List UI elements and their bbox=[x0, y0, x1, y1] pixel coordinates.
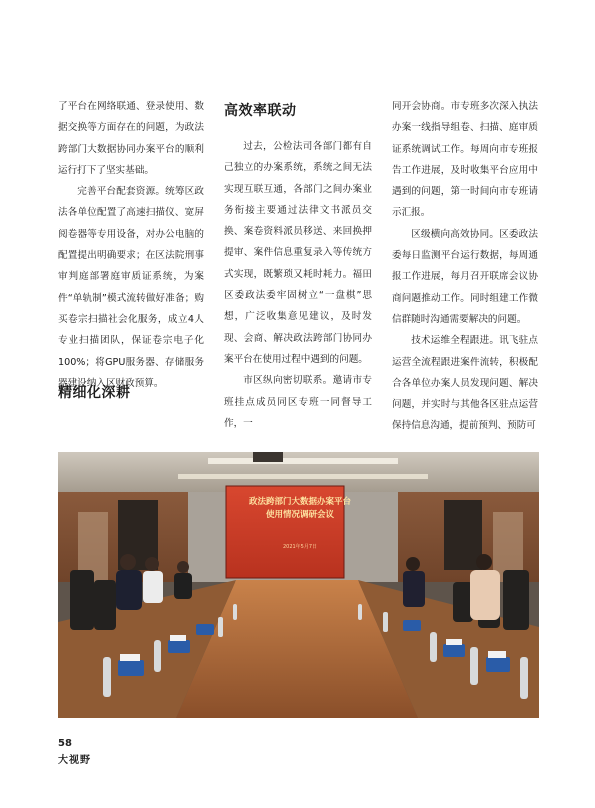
meeting-room-illustration bbox=[58, 452, 539, 718]
section-heading-efficient: 高效率联动 bbox=[224, 103, 297, 119]
column2-para2: 市区纵向密切联系。邀请市专班挂点成员同区专班一同督导工作，一 bbox=[224, 375, 372, 429]
banner-title bbox=[232, 496, 368, 522]
text-column-1 bbox=[58, 96, 204, 394]
column3-para3: 技术运维全程跟进。讯飞驻点运营全流程跟进案件流转，积极配合各单位办案人员发现问题、解决问题，并实时与其他各区驻点运营保持信息沟通，提前预判、预防可 bbox=[392, 335, 538, 432]
magazine-name: 大视野 bbox=[58, 755, 91, 766]
page-number: 58 bbox=[58, 738, 72, 749]
banner-line-2: 使用情况调研会议 bbox=[265, 510, 334, 520]
banner-line-1: 政法跨部门大数据办案平台 bbox=[248, 497, 351, 507]
text-column-3 bbox=[392, 96, 538, 437]
column1-para2: 完善平台配套资源。统筹区政法各单位配置了高速扫描仪、宽屏阅卷器等专用设备，对办公电脑的配置提出明确要求；在区法院刑事审判庭部署庭审质证系统，为案件“单轨制”模式流转做好准备；购买卷宗扫描社会化服务，成立4人专业扫描团队，保证卷宗电子化100%；将GPU服务器、存储服务器建设纳入区财政预算。 bbox=[58, 186, 204, 389]
banner-date: 2021年5月7日 bbox=[282, 544, 318, 550]
column3-para2: 区级横向高效协同。区委政法委每日监测平台运行数据，每周通报工作进展，每月召开联席会议协商问题推动工作。同时组建工作微信群随时沟通需要解决的问题。 bbox=[392, 228, 538, 325]
column3-para1: 同开会协商。市专班多次深入执法办案一线指导组卷、扫描、庭审质证系统调试工作。每周向市专班报告工作进展，及时收集平台应用中遇到的问题，第一时间向市专班请示汇报。 bbox=[392, 101, 538, 219]
column2-para1: 过去，公检法司各部门都有自己独立的办案系统，系统之间无法实现互联互通，各部门之间办案业务衔接主要通过法律文书派员交换、案卷资料派员移送、来回换押提审、案件信息重复录入等传统方式实现，既繁琐又耗时耗力。福田区委政法委牢固树立“一盘棋”思想，广泛收集意见建议，及时发现、会商、解决政法跨部门协同办案平台在使用过程中遇到的问题。 bbox=[224, 141, 372, 365]
column1-para1: 了平台在网络联通、登录使用、数据交换等方面存在的问题，为政法跨部门大数据协同办案平台的顺利运行打下了坚实基础。 bbox=[58, 101, 204, 176]
text-column-2 bbox=[224, 96, 372, 434]
meeting-photo bbox=[58, 452, 539, 718]
section-heading-refined: 精细化深耕 bbox=[58, 385, 131, 401]
